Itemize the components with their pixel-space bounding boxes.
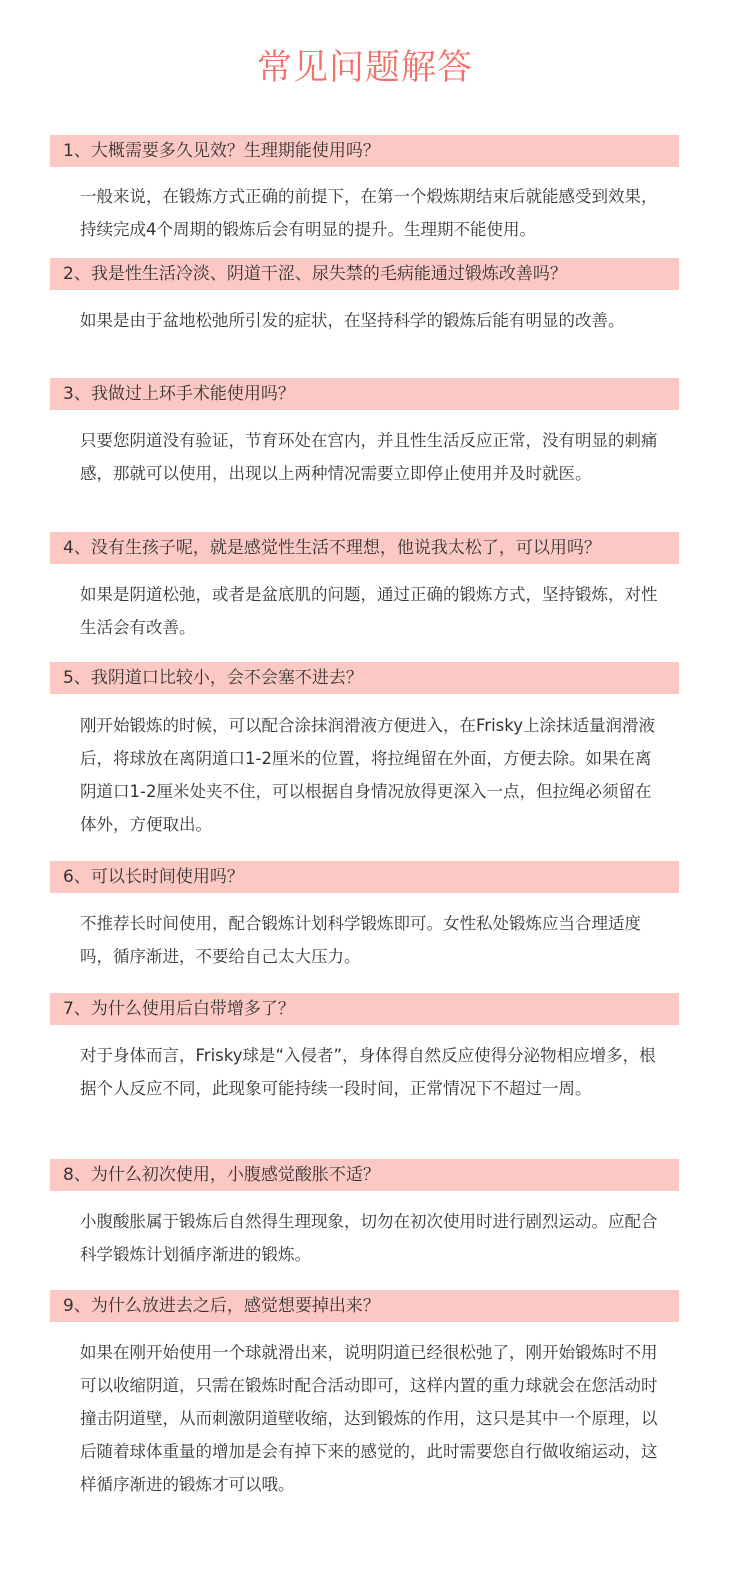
faq-question-3: 3、我做过上环手术能使用吗？ bbox=[50, 378, 679, 410]
faq-answer-5: 刚开始锻炼的时候，可以配合涂抹润滑液方便进入，在Frisky上涂抹适量润滑液后，将球放在离阴道口1-2厘米的位置，将拉绳留在外面，方便去除。如果在离阴道口1-2厘米处夹不住，可以根据自身情况放得更深入一点，但拉绳必须留在体外，方便取出。 bbox=[80, 716, 655, 834]
faq-answer-3: 只要您阴道没有验证，节育环处在宫内，并且性生活反应正常，没有明显的刺痛感，那就可以使用，出现以上两种情况需要立即停止使用并及时就医。 bbox=[80, 431, 658, 483]
faq-question-2: 2、我是性生活冷淡、阴道干涩、尿失禁的毛病能通过锻炼改善吗？ bbox=[50, 258, 679, 290]
faq-answer-2: 如果是由于盆地松弛所引发的症状，在坚持科学的锻炼后能有明显的改善。 bbox=[80, 311, 625, 330]
faq-answer-6: 不推荐长时间使用，配合锻炼计划科学锻炼即可。女性私处锻炼应当合理适度吗，循序渐进，不要给自己太大压力。 bbox=[80, 914, 641, 966]
faq-answer-9: 如果在刚开始使用一个球就滑出来，说明阴道已经很松弛了，刚开始锻炼时不用可以收缩阴道，只需在锻炼时配合活动即可，这样内置的重力球就会在您活动时撞击阴道壁，从而刺激阴道壁收缩，达到锻炼的作用，这只是其中一个原理，以后随着球体重量的增加是会有掉下来的感觉的，此时需要您自行做收缩运动，这样循序渐进的锻炼才可以哦。 bbox=[80, 1343, 658, 1494]
faq-question-6: 6、可以长时间使用吗？ bbox=[50, 861, 679, 893]
faq-answer-1: 一般来说，在锻炼方式正确的前提下，在第一个煅炼期结束后就能感受到效果，持续完成4个周期的锻炼后会有明显的提升。生理期不能使用。 bbox=[80, 187, 658, 239]
faq-answer-4: 如果是阴道松弛，或者是盆底肌的问题，通过正确的锻炼方式，坚持锻炼，对性生活会有改善。 bbox=[80, 585, 658, 637]
faq-answer-7: 对于身体而言，Frisky球是“入侵者”，身体得自然反应使得分泌物相应增多，根据个人反应不同，此现象可能持续一段时间，正常情况下不超过一周。 bbox=[80, 1046, 656, 1098]
page-title: 常见问题解答 bbox=[256, 48, 473, 88]
faq-answer-8: 小腹酸胀属于锻炼后自然得生理现象，切勿在初次使用时进行剧烈运动。应配合科学锻炼计划循序渐进的锻炼。 bbox=[80, 1212, 658, 1264]
faq-question-7: 7、为什么使用后白带增多了？ bbox=[50, 993, 679, 1025]
faq-question-4: 4、没有生孩子呢，就是感觉性生活不理想，他说我太松了，可以用吗？ bbox=[50, 532, 679, 564]
faq-question-9: 9、为什么放进去之后，感觉想要掉出来？ bbox=[50, 1290, 679, 1322]
faq-question-1: 1、大概需要多久见效？生理期能使用吗？ bbox=[50, 135, 679, 167]
faq-question-8: 8、为什么初次使用，小腹感觉酸胀不适？ bbox=[50, 1159, 679, 1191]
faq-question-5: 5、我阴道口比较小，会不会塞不进去？ bbox=[50, 662, 679, 694]
